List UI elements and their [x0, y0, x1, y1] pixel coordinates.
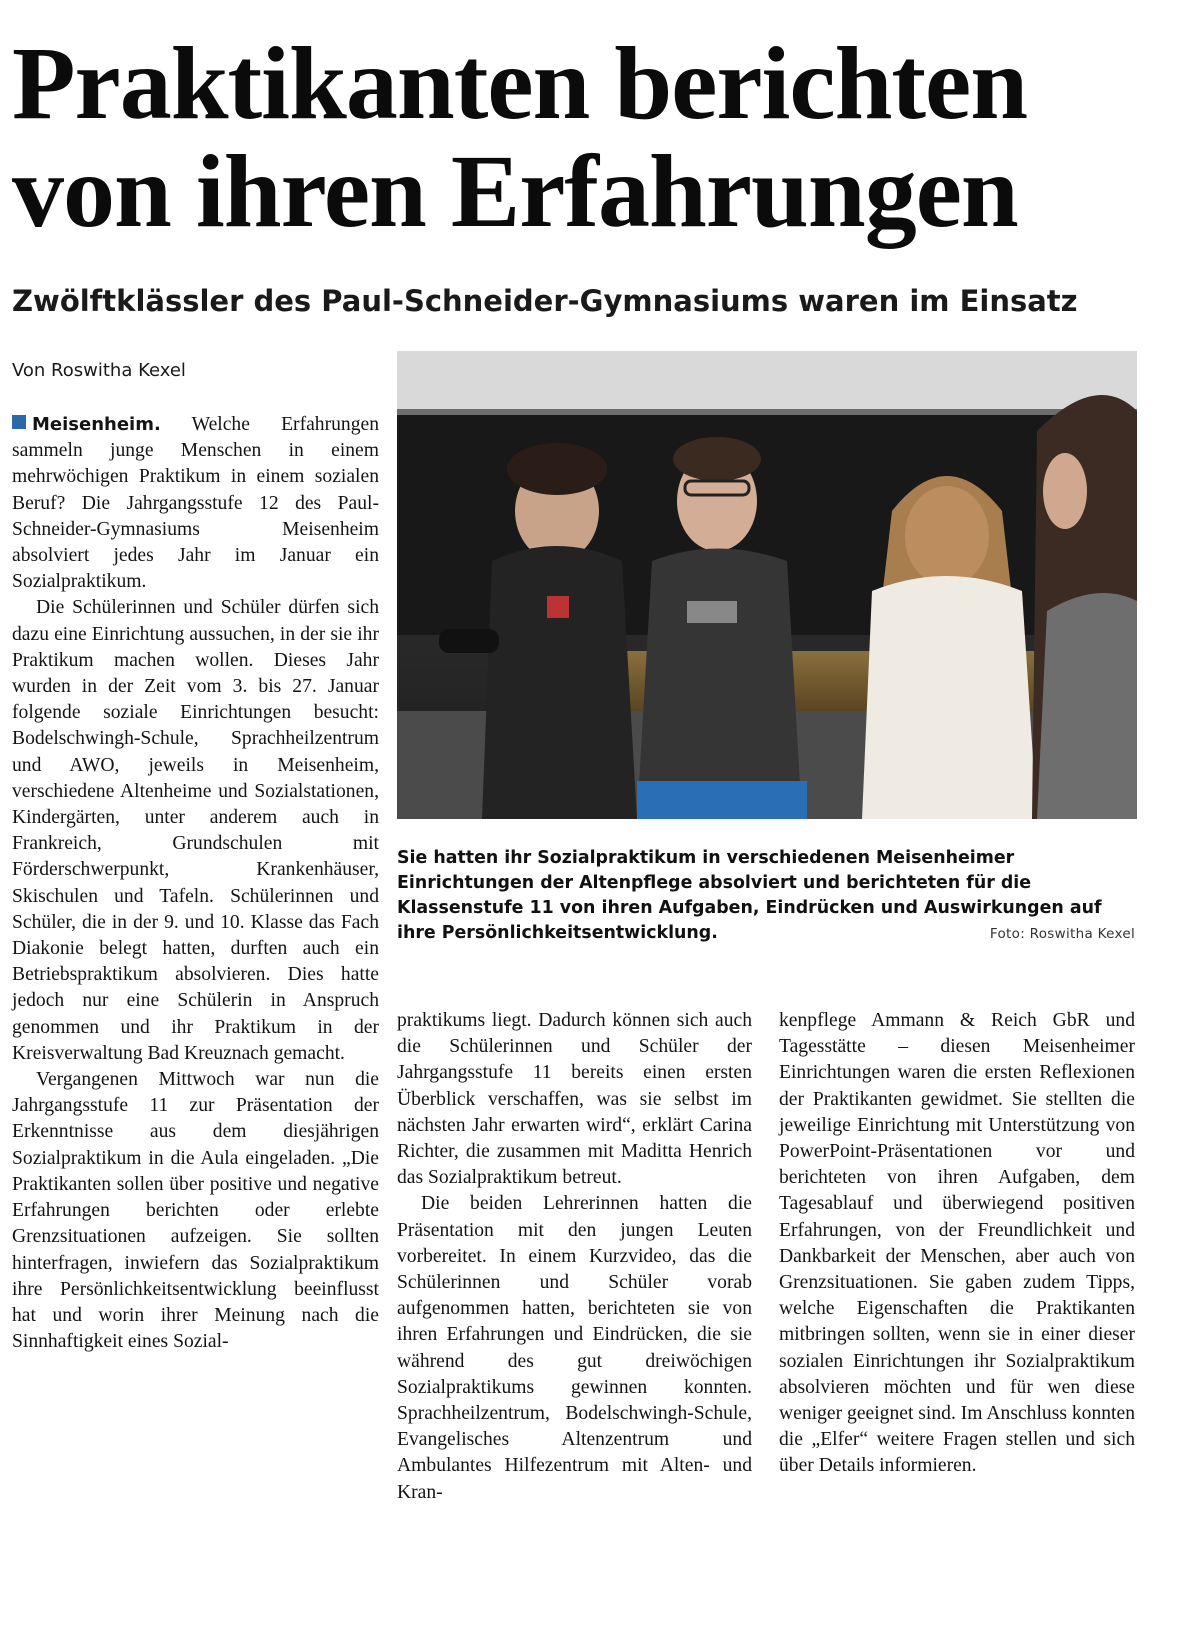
- article-paragraph-4: praktikums liegt. Dadurch können sich auch die Schülerinnen und Schüler der Jahrgangsstufe 11 bereits einen ersten Überblick verschaffen, was sie selbst im nächsten Jahr erwarten wird“, erklärt Carina Richter, die zusammen mit Maditta Henrich das Sozialpraktikum betreut.: [397, 1010, 752, 1189]
- paragraph-1-text: Welche Erfahrungen sammeln junge Menschen in einem mehrwöchigen Praktikum in einem sozialen Beruf? Die Jahrgangsstufe 12 des Paul-Schneider-Gymnasiums Meisenheim absolviert jedes Jahr im Januar ein Sozialpraktikum.: [12, 414, 379, 593]
- photo-caption: Sie hatten ihr Sozialpraktikum in verschiedenen Meisenheimer Einrichtungen der Altenpflege absolviert und berichteten für die Klassenstufe 11 von ihren Aufgaben, Eindrücken und Auswirkungen auf ihre Persönlichkeitsentwicklung.: [397, 848, 1102, 943]
- article-paragraph-1: [12, 412, 379, 595]
- text-column-1: [12, 412, 379, 1355]
- headline-line-1: Praktikanten berichten: [12, 26, 1028, 141]
- article-photo: [397, 351, 1137, 819]
- article-paragraph-6: kenpflege Ammann & Reich GbR und Tagesstätte – diesen Meisenheimer Einrichtungen waren die ersten Reflexionen der Praktikanten gewidmet. Sie stellten die jeweilige Einrichtung mit Unterstützung von PowerPoint-Präsentationen vor und berichteten von ihren Aufgaben, dem Tagesablauf und überwiegend positiven Erfahrungen, von der Freundlichkeit und Dankbarkeit der Menschen, aber auch von Grenzsituationen. Sie gaben zudem Tipps, welche Eigenschaften die Praktikanten mitbringen sollten, wenn sie in einer dieser sozialen Einrichtungen ihr Sozialpraktikum absolvieren möchten und für wen diese weniger geeignet sind. Im Anschluss konnten die „Elfer“ weitere Fragen stellen und sich über Details informieren.: [779, 1010, 1135, 1477]
- article-subtitle: Zwölftklässler des Paul-Schneider-Gymnasiums waren im Einsatz: [12, 284, 1078, 318]
- article-headline: [12, 26, 1172, 249]
- students-presenting-photo: [397, 351, 1137, 819]
- article-paragraph-2: Die Schülerinnen und Schüler dürfen sich dazu eine Einrichtung aussuchen, in der sie ihr Praktikum machen wollen. Dieses Jahr wurden in der Zeit vom 3. bis 27. Januar folgende soziale Einrichtungen besucht: Bodelschwingh-Schule, Sprachheilzentrum und AWO, jeweils in Meisenheim, verschiedene Altenheime und Sozialstationen, Kindergärten, unter anderem auch in Frankreich, Grundschulen mit Förderschwerpunkt, Krankenhäuser, Skischulen und Tafeln. Schülerinnen und Schüler, die in der 9. und 10. Klasse das Fach Diakonie belegt hatten, durften auch ein Betriebspraktikum absolvieren. Dies hatte jedoch nur eine Schülerin in Anspruch genommen und ihr Praktikum in der Kreisverwaltung Bad Kreuznach gemacht.: [12, 597, 379, 1064]
- headline-line-2: von ihren Erfahrungen: [12, 134, 1018, 249]
- article-paragraph-3: Vergangenen Mittwoch war nun die Jahrgangsstufe 11 zur Präsentation der Erkenntnisse aus dem diesjährigen Sozialpraktikum in die Aula eingeladen. „Die Praktikanten sollen über positive und negative Erfahrungen berichten oder erlebte Grenzsituationen aufzeigen. Sie sollten hinterfragen, inwiefern das Sozialpraktikum ihre Persönlichkeitsentwicklung beeinflusst hat und worin ihrer Meinung nach die Sinnhaftigkeit eines Sozial-: [12, 1069, 379, 1353]
- text-column-3: [779, 1008, 1135, 1480]
- dateline: Meisenheim.: [32, 414, 161, 435]
- photo-credit: Foto: Roswitha Kexel: [989, 926, 1135, 942]
- byline: Von Roswitha Kexel: [12, 360, 186, 381]
- paragraph-marker-square: [12, 415, 26, 429]
- text-column-2: [397, 1008, 752, 1506]
- article-paragraph-5: Die beiden Lehrerinnen hatten die Präsentation mit den jungen Leuten vorbereitet. In einem Kurzvideo, das die Schülerinnen und Schüler vorab aufgenommen hatten, berichteten sie von ihren Erfahrungen und Eindrücken, die sie während des gut dreiwöchigen Sozialpraktikums gewinnen konnten. Sprachheilzentrum, Bodelschwingh-Schule, Evangelisches Altenzentrum und Ambulantes Hilfezentrum mit Alten- und Kran-: [397, 1193, 752, 1503]
